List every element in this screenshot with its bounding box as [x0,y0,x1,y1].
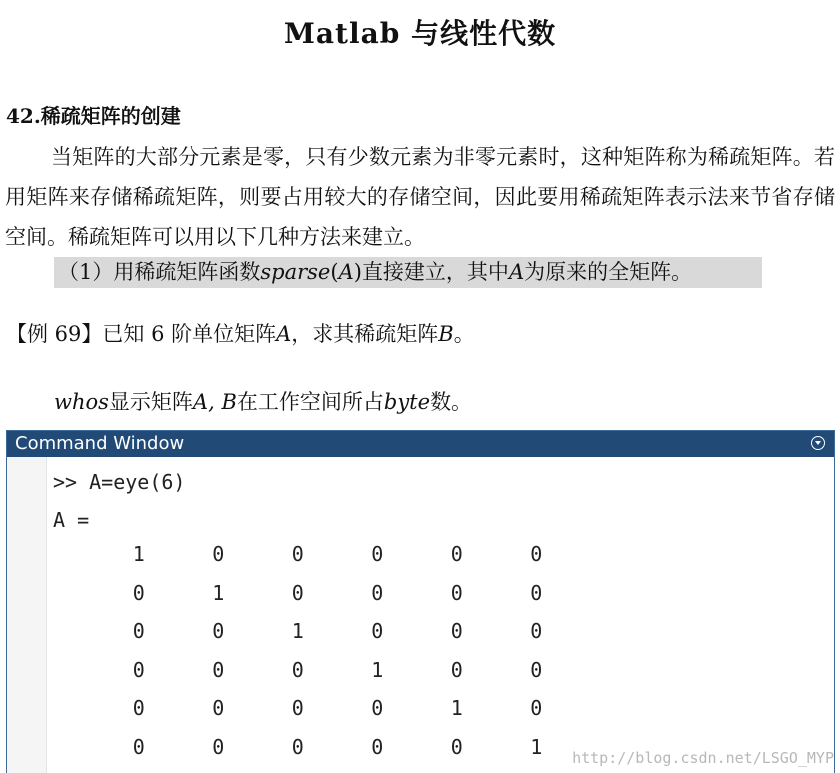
matrix-row [99,539,576,578]
matrix-cell: 0 [371,542,384,566]
matrix-cell: 0 [530,542,543,566]
watermark: http://blog.csdn.net/LSGO_MYP [572,749,834,767]
matrix-cell: 0 [212,696,225,721]
matrix-cell: 0 [371,734,384,759]
matrix-row [99,693,576,732]
matrix-cell: 0 [291,734,304,759]
matrix-row [99,655,576,694]
intro-paragraph: 当矩阵的大部分元素是零，只有少数元素为非零元素时，这种矩阵称为稀疏矩阵。若用矩阵来存储稀疏矩阵，则要占用较大的存储空间，因此要用稀疏矩阵表示法来节省存储空间。稀疏矩阵可以用以下几种方法来建立。 [5,145,835,249]
matrix-cell: 1 [291,619,304,644]
example-var-b: B [438,322,454,346]
matrix-cell: 0 [291,657,304,682]
matrix-cell: 1 [530,734,543,759]
matrix-cell: 0 [132,619,145,644]
method-argument: A [338,260,354,284]
example-prefix: 已知 6 阶单位矩阵 [102,322,277,346]
matrix-cell: 0 [291,542,304,566]
matrix-cell: 0 [530,696,543,721]
example-label: 【例 69】 [6,322,103,346]
whos-command: whos [54,390,109,414]
matrix-row [99,578,576,617]
example-var-a: A [276,322,292,346]
method-function-name: sparse [260,260,331,284]
matrix-cell: 0 [530,580,543,605]
matrix-cell: 0 [212,542,225,566]
matrix-cell: 0 [530,657,543,682]
chevron-down-circle-icon[interactable] [811,436,825,450]
document-title: Matlab 与线性代数 [283,17,557,50]
matrix-cell: 0 [371,580,384,605]
example-suffix: 。 [453,322,475,346]
matrix-cell: 1 [212,580,225,605]
output-matrix [99,539,576,771]
whos-unit: byte [383,390,431,414]
matrix-cell: 0 [132,734,145,759]
output-label: A = [53,508,90,532]
matrix-cell: 0 [212,657,225,682]
whos-vars: A, B [192,390,237,414]
matrix-cell: 1 [371,657,384,682]
whos-text-1: 显示矩阵 [108,390,193,414]
matrix-cell: 0 [291,696,304,721]
section-heading: 42.稀疏矩阵的创建 [6,104,181,128]
matrix-row [99,732,576,771]
matrix-cell: 0 [450,734,463,759]
command-window-title: Command Window [15,433,185,454]
method-prefix: （1）用稀疏矩阵函数 [58,260,261,284]
matrix-cell: 0 [450,619,463,644]
matrix-cell: 0 [212,734,225,759]
matrix-cell: 0 [291,580,304,605]
matrix-cell: 0 [450,580,463,605]
command-input-line[interactable]: >> A=eye(6) [53,470,186,494]
matrix-cell: 0 [132,580,145,605]
example-middle: ，求其稀疏矩阵 [291,322,439,346]
method-highlight [54,257,762,288]
method-variable: A [508,260,525,284]
matrix-cell: 1 [132,542,145,566]
method-paren-close: ) [353,260,362,284]
whos-note [54,386,472,418]
whos-text-2: 在工作空间所占 [236,390,384,414]
command-window-titlebar[interactable] [7,431,834,457]
matrix-cell: 1 [450,696,463,721]
matrix-cell: 0 [132,657,145,682]
matrix-cell: 0 [450,542,463,566]
matrix-cell: 0 [371,696,384,721]
method-middle: 直接建立，其中 [361,260,509,284]
command-window-gutter [7,457,47,773]
matrix-cell: 0 [371,619,384,644]
command-window-content[interactable] [53,467,185,543]
matrix-cell: 0 [132,696,145,721]
method-suffix: 为原来的全矩阵。 [524,260,693,284]
command-window[interactable] [6,430,835,773]
matrix-cell: 0 [212,619,225,644]
matrix-row [99,616,576,655]
matrix-cell: 0 [530,619,543,644]
matrix-cell: 0 [450,657,463,682]
example-statement [6,318,475,350]
whos-text-3: 数。 [430,390,473,414]
method-paren-open: ( [330,260,339,284]
